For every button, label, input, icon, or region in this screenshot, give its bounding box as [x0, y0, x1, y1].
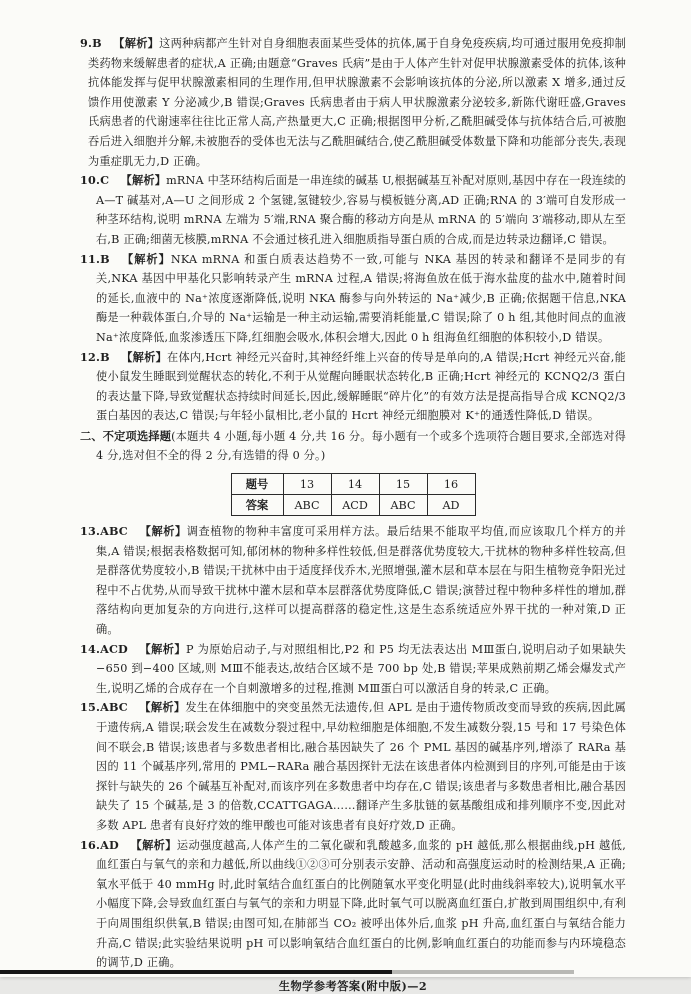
scan-edge-artifact-light — [392, 970, 574, 974]
table-header-answer: 答案 — [231, 495, 283, 516]
item-text: 这两种病都产生针对自身细胞表面某些受体的抗体,属于自身免疫疾病,均可通过服用免疫抑制类药物来缓解患者的症状,A 正确;由题意“Graves 氏病”是由于人体产生针对促甲状腺激素受体的抗体,该种抗体能发挥与促甲状腺激素相同的生理作用,但甲状腺激素不会影响该抗体的分泌,所以激素 X 增多,通过反馈作用使激素 Y 分泌减少,B 错误;Graves 氏病患者由于病人甲状腺激素分泌较多,新陈代谢旺盛,Graves 氏病患者的代谢速率往往比正常人高,产热量更大,C 正确;根据图甲分析,乙酰胆碱受体与抗体结合后,可被胞吞后进入细胞并分解,未被胞吞的受体也无法与乙酰胆碱结合,使乙酰胆碱受体数量下降和功能部分丧失,表现为重症肌无力,D 正确。 — [88, 37, 626, 168]
answer-item-14 — [80, 640, 626, 699]
item-text: NKA mRNA 和蛋白质表达趋势不一致,可能与 NKA 基因的转录和翻译不是同步的有关,NKA 基因中甲基化只影响转录产生 mRNA 过程,A 错误;将海鱼放在低于海水盐度的盐水中,随着时间的延长,血液中的 Na⁺浓度逐渐降低,说明 NKA 酶参与向外转运的 Na⁺减少,B 正确;依据题干信息,NKA 酶是一种载体蛋白,介导的 Na⁺运输是一种主动运输,需要消耗能量,C 错误;除了 0 h 组,其他时间点的血液 Na⁺浓度降低,血浆渗透压下降,红细胞会吸水,体积会增大,因此 0 h 组海鱼红细胞的体积较小,D 错误。 — [96, 252, 626, 344]
answer-item-16 — [80, 836, 626, 973]
answer-table — [231, 473, 476, 516]
item-text: 运动强度越高,人体产生的二氧化碳和乳酸越多,血浆的 pH 越低,那么根据曲线,pH 越低,血红蛋白与氧气的亲和力越低,所以曲线①②③可分别表示安静、活动和高强度运动时的检测结果,A 正确;氧水平低于 40 mmHg 时,此时氧结合血红蛋白的比例随氧水平变化明显(此时曲线斜率较大),说明氧水平小幅度下降,会导致血红蛋白与氧气的亲和力明显下降,此时氧气可以脱离血红蛋白,扩散到周围组织中,有利于向周围组织供氧,B 错误;由图可知,在肺部当 CO₂ 被呼出体外后,血浆 pH 升高,血红蛋白与氧结合能力升高,C 错误;此实验结果说明 pH 可以影响氧结合血红蛋白的比例,影响血红蛋白的功能而参与内环境稳态的调节,D 正确。 — [96, 838, 626, 970]
answer-item-9 — [80, 34, 626, 171]
analysis-label: 【解析】 — [120, 173, 167, 188]
analysis-label: 【解析】 — [139, 524, 187, 539]
section-heading — [80, 427, 626, 466]
table-row-numbers — [231, 474, 475, 495]
question-number-cell: 15 — [379, 474, 427, 495]
answer-cell: ACD — [331, 495, 379, 516]
answer-item-10 — [80, 171, 626, 249]
item-number: 12.B — [80, 349, 110, 364]
question-number-cell: 14 — [331, 474, 379, 495]
item-number: 9.B — [80, 36, 102, 50]
item-number: 16.AD — [80, 837, 119, 852]
section-description: (本题共 4 小题,每小题 4 分,共 16 分。每小题有一个或多个选项符合题目要求,全部选对得 4 分,选对但不全的得 2 分,有选错的得 0 分。) — [96, 429, 626, 463]
item-number: 14.ACD — [80, 641, 128, 656]
item-text: P 为原始启动子,与对照组相比,P2 和 P5 均无法表达出 MⅢ蛋白,说明启动子如果缺失−650 到−400 区域,则 MⅢ不能表达,故结合区域不是 700 bp 处,B 错误;苹果成熟前期乙烯会爆发式产生,说明乙烯的合成存在一个自刺激增多的过程,推测 MⅢ蛋白可以激活自身的转录,C 正确。 — [96, 642, 626, 695]
item-number: 10.C — [80, 173, 110, 188]
answer-cell: ABC — [283, 495, 331, 516]
answer-item-15 — [80, 698, 626, 835]
analysis-label: 【解析】 — [121, 251, 171, 266]
analysis-label: 【解析】 — [139, 641, 186, 656]
table-row-answers — [231, 495, 475, 516]
page-footer: 生物学参考答案(附中版)—2 — [278, 978, 428, 993]
answer-item-12 — [80, 348, 626, 426]
analysis-label: 【解析】 — [113, 36, 160, 50]
item-text: mRNA 中茎环结构后面是一串连续的碱基 U,根据碱基互补配对原则,基因中存在一段连续的 A—T 碱基对,A—U 之间形成 2 个氢键,氢键较少,容易与模板链分离,AD 正确;RNA 的 3′端可自发形成一种茎环结构,说明 mRNA 左端为 5′端,RNA 聚合酶的移动方向是从 mRNA 的 5′端向 3′端移动,即从左至右,B 正确;细菌无核膜,mRNA 不会通过核孔进入细胞质指导蛋白质的合成,而是边转录边翻译,C 错误。 — [96, 174, 627, 246]
analysis-label: 【解析】 — [139, 700, 186, 715]
item-text: 发生在体细胞中的突变虽然无法遗传,但 APL 是由于遗传物质改变而导致的疾病,因此属于遗传病,A 错误;联会发生在减数分裂过程中,早幼粒细胞是体细胞,不发生减数分裂,15 号和 17 号染色体间不联会,B 错误;该患者与多数患者相比,融合基因缺失了 26 个 PML 基因的碱基序列,增添了 RARa 基因的 11 个碱基序列,常用的 PML−RARa 融合基因探针无法在该患者体内检测到目的序列,可能是由于该探针与缺失的 26 个碱基互补配对,而该序列在多数患者中均存在,C 错误;该患者与多数患者相比,融合基因缺失了 15 个碱基,是 3 的倍数,CCATTGAGA……翻译产生多肽链的氨基酸组成和排列顺序不变,因此对多数 APL 患者有良好疗效的维甲酸也可能对该患者有良好疗效,D 正确。 — [96, 701, 626, 832]
item-text: 在体内,Hcrt 神经元兴奋时,其神经纤维上兴奋的传导是单向的,A 错误;Hcrt 神经元兴奋,能使小鼠发生睡眠到觉醒状态的转化,不利于从觉醒向睡眠状态转化,B 正确;Hcrt 神经元的 KCNQ2/3 蛋白的表达量下降,导致觉醒状态持续时间延长,因此,缓解睡眠“碎片化”的有效方法是提高指导合成 KCNQ2/3 蛋白基因的表达,C 错误;与年轻小鼠相比,老小鼠的 Hcrt 神经元细胞膜对 K⁺的通透性降低,D 错误。 — [96, 350, 626, 423]
item-text: 调查植物的物种丰富度可采用样方法。最后结果不能取平均值,而应该取几个样方的并集,A 错误;根据表格数据可知,郁闭林的物种多样性较低,但是群落优势度较大,干扰林的物种多样性较高,但是群落优势度较小,B 错误;干扰林中由于适度择伐乔木,光照增强,灌木层和草本层在与阳生植物竞争阳光过程中不占优势,从而导致干扰林中灌木层和草本层群落优势度降低,C 错误;演替过程中物种多样性的增加,群落结构向更加复杂的方向进行,这样可以提高群落的稳定性,这是生态系统适应外界干扰的一种对策,D 正确。 — [96, 525, 626, 637]
answer-cell: AD — [427, 495, 475, 516]
analysis-label: 【解析】 — [130, 837, 177, 852]
section-title: 二、不定项选择题 — [80, 428, 172, 443]
item-number: 13.ABC — [80, 524, 128, 539]
question-number-cell: 16 — [427, 474, 475, 495]
item-number: 15.ABC — [80, 700, 128, 715]
answer-cell: ABC — [379, 495, 427, 516]
item-number: 11.B — [80, 251, 110, 266]
answer-item-13 — [80, 522, 626, 640]
table-header-question-number: 题号 — [231, 474, 283, 495]
analysis-label: 【解析】 — [121, 349, 168, 364]
answer-item-11 — [80, 250, 626, 348]
scan-edge-artifact-dark — [0, 970, 392, 974]
page-content — [80, 34, 626, 994]
question-number-cell: 13 — [283, 474, 331, 495]
